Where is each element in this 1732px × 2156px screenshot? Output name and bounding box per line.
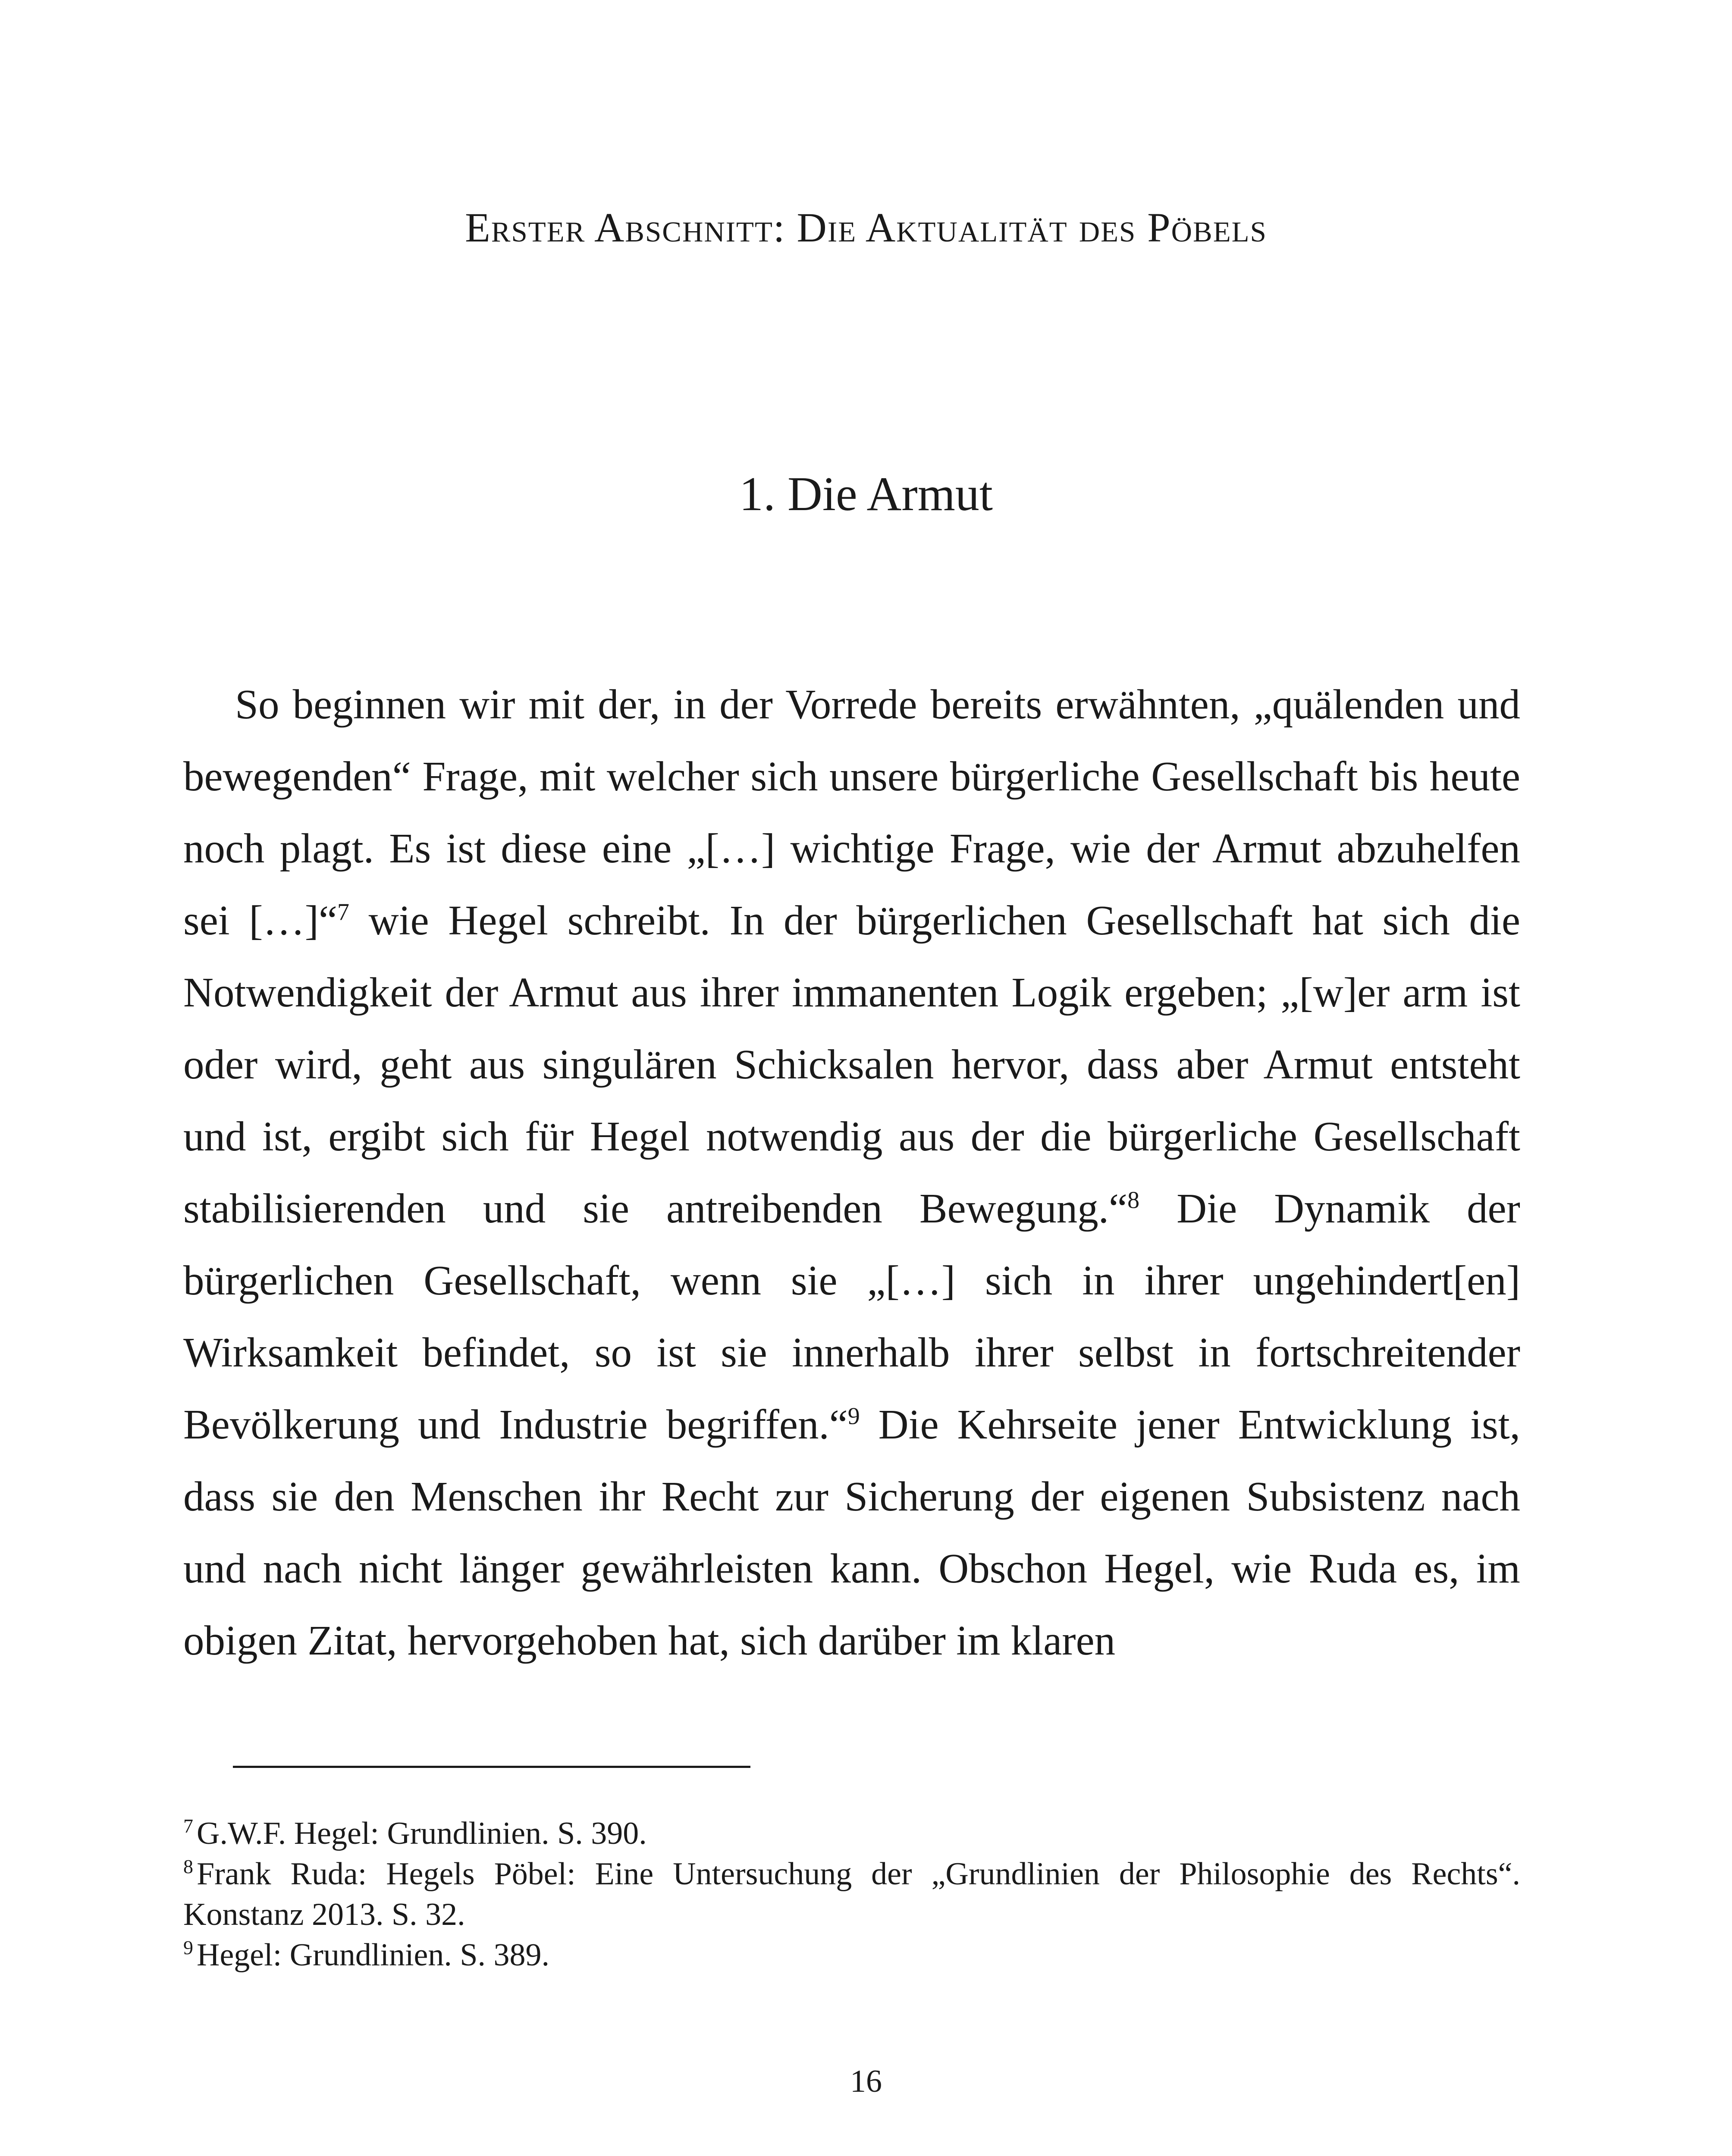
footnotes	[183, 1813, 1520, 1975]
footnote-number: 9	[183, 1937, 193, 1959]
body-text-segment-4: Die Kehrseite jener Entwicklung ist, dass sie den Menschen ihr Recht zur Sicherung der eigenen Subsistenz nach und nach nicht länger gewährleisten kann. Obschon Hegel, wie Ruda es, im obigen Zitat, hervorgehoben hat, sich darüber im klaren	[183, 1401, 1520, 1664]
footnote-number: 7	[183, 1815, 193, 1837]
section-heading: Erster Abschnitt: Die Aktualität des Pöbels	[465, 204, 1267, 251]
body-text-segment-2: wie Hegel schreibt. In der bürgerlichen Gesellschaft hat sich die Notwendigkeit der Armut aus ihrer immanenten Logik ergeben; „[w]er arm ist oder wird, geht aus singulären Schicksalen hervor, dass aber Armut entsteht und ist, ergibt sich für Hegel notwendig aus der die bürgerliche Gesellschaft stabilisierenden und sie antreibenden Bewegung.“	[183, 897, 1520, 1232]
body-paragraph	[183, 668, 1520, 1677]
footnote-text: G.W.F. Hegel: Grundlinien. S. 390.	[197, 1816, 647, 1851]
footnote-text: Hegel: Grundlinien. S. 389.	[197, 1937, 550, 1973]
footnote-number: 8	[183, 1855, 193, 1878]
footnote-text: Frank Ruda: Hegels Pöbel: Eine Untersuchung der „Grundlinien der Philosophie des Rechts“. Konstanz 2013. S. 32.	[183, 1856, 1520, 1932]
body-text-segment-1: So beginnen wir mit der, in der Vorrede bereits erwähnten, „quälenden und bewegenden“ Frage, mit welcher sich unsere bürgerliche Gesellschaft bis heute noch plagt. Es ist diese eine „[…] wichtige Frage, wie der Armut abzuhelfen sei […]“	[183, 681, 1520, 943]
body-text-segment-3: Die Dynamik der bürgerlichen Gesellschaft, wenn sie „[…] sich in ihrer ungehindert[en] Wirksamkeit befindet, so ist sie innerhalb ihrer selbst in fortschreitender Bevölkerung und Industrie begriffen.“	[183, 1185, 1520, 1448]
footnote-8	[183, 1854, 1520, 1935]
footnote-ref-9: 9	[847, 1403, 860, 1430]
page-number: 16	[850, 2064, 882, 2099]
footnote-separator	[233, 1766, 750, 1768]
footnote-9	[183, 1935, 1520, 1975]
chapter-heading: 1. Die Armut	[739, 467, 993, 521]
footnote-ref-8: 8	[1127, 1187, 1140, 1214]
footnote-7	[183, 1813, 1520, 1854]
footnote-ref-7: 7	[337, 899, 350, 926]
